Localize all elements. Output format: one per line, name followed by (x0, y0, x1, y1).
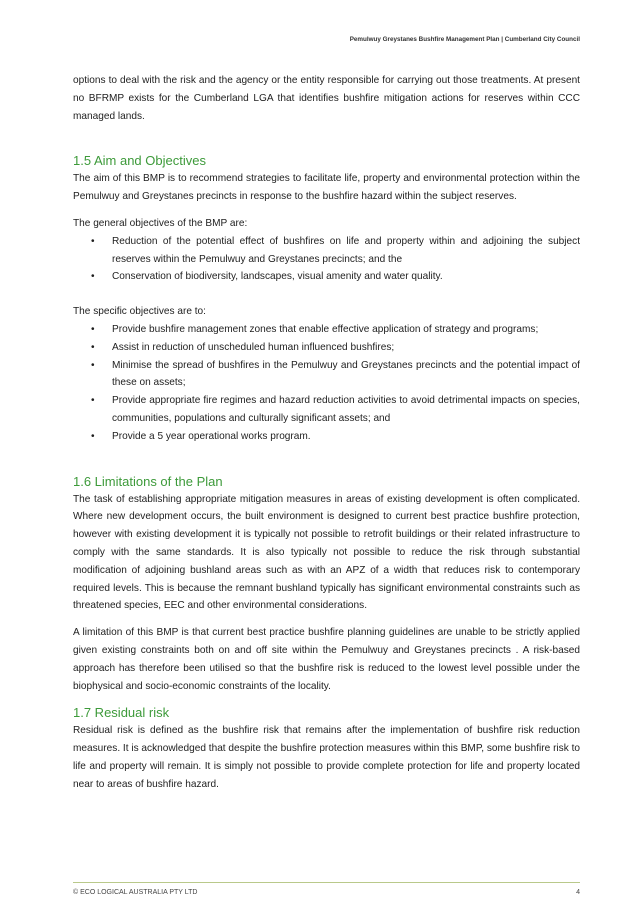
section-heading-aim-objectives: 1.5 Aim and Objectives (73, 153, 206, 169)
limitations-paragraph-1: The task of establishing appropriate mitigation measures in areas of existing development is often complicated. Where new development occurs, the built environment is designed to current best practice bushfire protection, however with existing development it is typically not possible to retrofit buildings or their related infrastructure to comply with the same standards. It is also typically not possible to reduce the risk through substantial modification of adjoining bushland areas such as with an APZ of a width that reduces risk to contemporary required levels. This is because the remnant bushland typically has significant environmental constraints such as threatened species, EEC and other environmental considerations. (73, 493, 580, 612)
footer-divider (73, 882, 580, 883)
list-item: • Provide a 5 year operational works program. (73, 428, 580, 446)
general-objectives-list (73, 233, 580, 286)
intro-paragraph: options to deal with the risk and the agency or the entity responsible for carrying out those treatments. At present no BFRMP exists for the Cumberland LGA that identifies bushfire mitigation actions for reserves within CCC managed lands. (73, 75, 580, 122)
list-item: • Reduction of the potential effect of bushfires on life and property within and adjoining the subject reserves within the Pemulwuy and Greystanes precincts; and the (73, 233, 580, 269)
general-objectives-intro: The general objectives of the BMP are: (73, 217, 248, 229)
list-item: • Assist in reduction of unscheduled human influenced bushfires; (73, 339, 580, 357)
section-heading-residual-risk: 1.7 Residual risk (73, 705, 170, 721)
document-body (73, 72, 580, 794)
residual-risk-paragraph: Residual risk is defined as the bushfire risk that remains after the implementation of bushfire risk reduction measures. It is acknowledged that despite the bushfire protection measures within this BMP, some bushfire risk to life and property will remain. It is simply not possible to provide complete protection for life and property located near to areas of bushfire hazard. (73, 725, 580, 790)
specific-objectives-intro: The specific objectives are to: (73, 306, 206, 318)
section-heading-limitations: 1.6 Limitations of the Plan (73, 473, 223, 489)
list-item: • Minimise the spread of bushfires in the Pemulwuy and Greystanes precincts and the potential impact of these on assets; (73, 357, 580, 393)
footer-copyright: © ECO LOGICAL AUSTRALIA PTY LTD (73, 889, 198, 896)
list-item: • Conservation of biodiversity, landscapes, visual amenity and water quality. (73, 268, 580, 286)
page-number: 4 (576, 889, 580, 896)
specific-objectives-list (73, 321, 580, 446)
aim-paragraph: The aim of this BMP is to recommend strategies to facilitate life, property and environmental protection within the Pemulwuy and Greystanes precincts in response to the bushfire hazard within the subject reserves. (73, 173, 580, 203)
limitations-paragraph-2: A limitation of this BMP is that current best practice bushfire planning guidelines are unable to be strictly applied given existing constraints both on and off site within the Pemulwuy and Greystanes precincts . A risk-based approach has therefore been utilised so that the bushfire risk is reduced to the lowest level possible under the biophysical and socio-economic constraints of the locality. (73, 627, 580, 692)
list-item: • Provide appropriate fire regimes and hazard reduction activities to avoid detrimental impacts on species, communities, populations and culturally significant assets; and (73, 392, 580, 428)
running-header: Pemulwuy Greystanes Bushfire Management Plan | Cumberland City Council (349, 36, 580, 43)
list-item: • Provide bushfire management zones that enable effective application of strategy and programs; (73, 321, 580, 339)
